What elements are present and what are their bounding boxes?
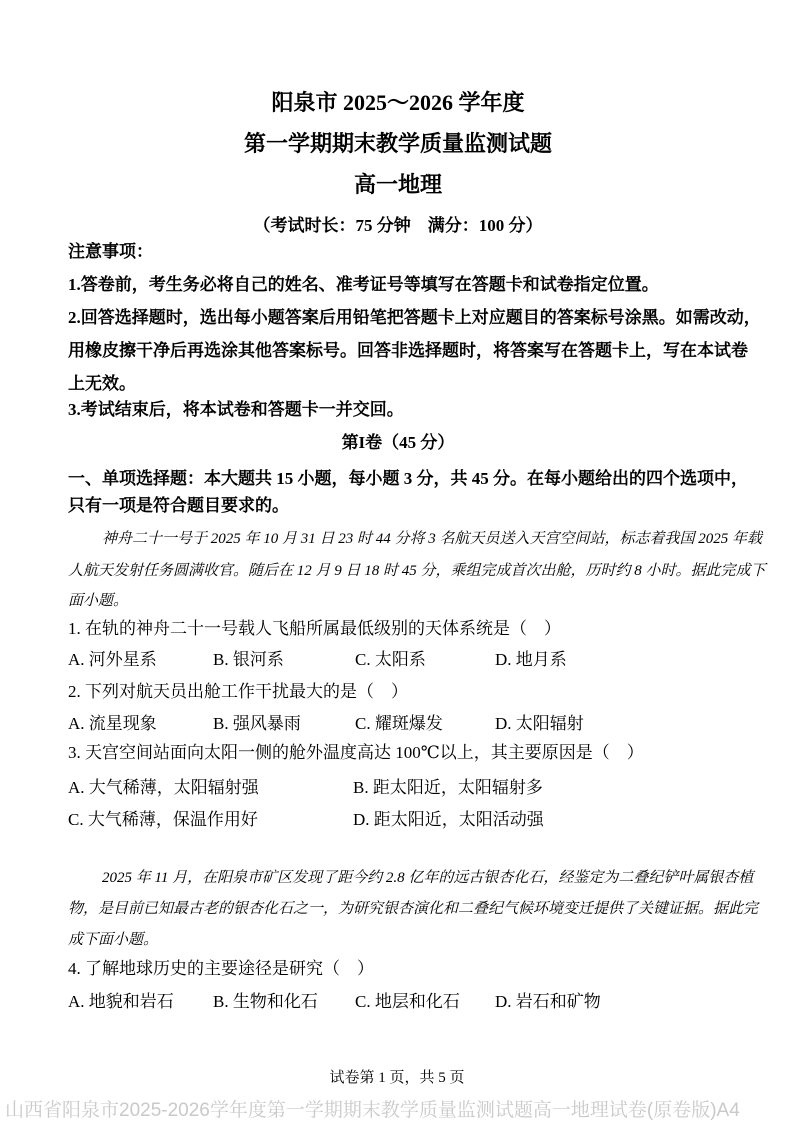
question-2-option-b: B. 强风暴雨 <box>213 714 301 733</box>
question-2-option-a: A. 流星现象 <box>68 714 157 733</box>
question-3-option-d: D. 距太阳近，太阳活动强 <box>353 810 544 829</box>
question-4-option-d: D. 岩石和矿物 <box>495 992 601 1011</box>
question-3-options-row-2 <box>68 804 728 836</box>
question-2-options <box>68 708 728 740</box>
question-2-option-d: D. 太阳辐射 <box>495 714 584 733</box>
exam-info-line: （考试时长：75 分钟 满分：100 分） <box>253 216 543 235</box>
question-3-option-b: B. 距太阳近，太阳辐射多 <box>353 778 543 797</box>
exam-title-subject: 高一地理 <box>353 172 442 197</box>
question-3-option-a: A. 大气稀薄，太阳辐射强 <box>68 778 259 797</box>
notice-line-3: 用橡皮擦干净后再选涂其他答案标号。回答非选择题时，将答案写在答题卡上，写在本试卷 <box>68 341 748 360</box>
question-4-stem: 4. 了解地球历史的主要途径是研究（ ） <box>68 959 374 978</box>
bottom-watermark: 山西省阳泉市2025-2026学年度第一学期期末教学质量监测试题高一地理试卷(原卷版)A4 <box>5 1100 740 1121</box>
notice-line-4: 上无效。 <box>68 374 136 393</box>
question-4-option-c: C. 地层和化石 <box>355 992 460 1011</box>
question-1-option-c: C. 太阳系 <box>355 650 426 669</box>
question-1-option-b: B. 银河系 <box>213 650 284 669</box>
question-2-option-c: C. 耀斑爆发 <box>355 714 443 733</box>
passage-2-line-1: 2025 年 11 月，在阳泉市矿区发现了距今约 2.8 亿年的远古银杏化石，经鉴定为二叠纪铲叶属银杏植 <box>102 870 754 886</box>
section-intro-line-2: 只有一项是符合题目要求的。 <box>68 496 289 515</box>
page-footer: 试卷第 1 页，共 5 页 <box>329 1070 465 1086</box>
question-1-option-d: D. 地月系 <box>495 650 567 669</box>
question-4-options <box>68 986 728 1018</box>
notice-line-1: 1.答卷前，考生务必将自己的姓名、准考证号等填写在答题卡和试卷指定位置。 <box>68 275 659 294</box>
question-3-option-c: C. 大气稀薄，保温作用好 <box>68 810 258 829</box>
notice-heading: 注意事项： <box>68 242 153 261</box>
notice-line-2: 2.回答选择题时，选出每小题答案后用铅笔把答题卡上对应题目的答案标号涂黑。如需改动， <box>68 308 761 327</box>
question-4-option-b: B. 生物和化石 <box>213 992 318 1011</box>
question-1-options <box>68 644 728 676</box>
passage-1-line-1: 神舟二十一号于 2025 年 10 月 31 日 23 时 44 分将 3 名航天员送入天宫空间站，标志着我国 2025 年载 <box>102 531 763 547</box>
question-2-stem: 2. 下列对航天员出舱工作干扰最大的是（ ） <box>68 682 408 701</box>
question-1-option-a: A. 河外星系 <box>68 650 157 669</box>
passage-1-line-2: 人航天发射任务圆满收官。随后在 12 月 9 日 18 时 45 分，乘组完成首次出舱，历时约 8 小时。据此完成下 <box>68 563 766 579</box>
question-3-stem: 3. 天宫空间站面向太阳一侧的舱外温度高达 100℃以上，其主要原因是（ ） <box>68 743 644 762</box>
exam-title-year: 阳泉市 2025～2026 学年度 <box>271 90 525 115</box>
passage-2-line-2: 物，是目前已知最古老的银杏化石之一，为研究银杏演化和二叠纪气候环境变迁提供了关键证据。据此完 <box>68 901 759 917</box>
notice-line-5: 3.考试结束后，将本试卷和答题卡一并交回。 <box>68 400 404 419</box>
volume-heading: 第I卷（45 分） <box>341 433 455 452</box>
question-1-stem: 1. 在轨的神舟二十一号载人飞船所属最低级别的天体系统是（ ） <box>68 619 561 638</box>
section-intro-line-1: 一、单项选择题：本大题共 15 小题，每小题 3 分，共 45 分。在每小题给出的四个选项中， <box>68 469 748 488</box>
exam-title-session: 第一学期期末教学质量监测试题 <box>243 131 552 156</box>
question-4-option-a: A. 地貌和岩石 <box>68 992 174 1011</box>
question-3-options-row-1 <box>68 772 728 804</box>
passage-2-line-3: 成下面小题。 <box>68 932 159 948</box>
passage-1-line-3: 面小题。 <box>68 593 129 609</box>
